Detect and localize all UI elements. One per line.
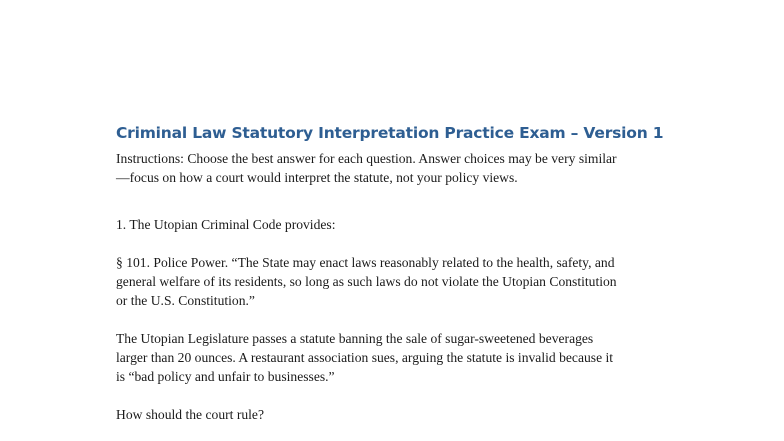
facts-line: The Utopian Legislature passes a statute banning the sale of sugar-sweetened beverages: [116, 331, 594, 346]
statute-line: or the U.S. Constitution.”: [116, 293, 255, 308]
facts-paragraph: [116, 329, 676, 386]
statute-paragraph: [116, 253, 676, 310]
question-heading: 1. The Utopian Criminal Code provides:: [116, 217, 336, 232]
document-body: [116, 124, 676, 424]
statute-line: general welfare of its residents, so long as such laws do not violate the Utopian Constitution: [116, 274, 617, 289]
statute-line: § 101. Police Power. “The State may enact laws reasonably related to the health, safety, and: [116, 255, 615, 270]
instructions-paragraph: [116, 149, 676, 187]
question-prompt: How should the court rule?: [116, 407, 264, 422]
facts-line: is “bad policy and unfair to businesses.”: [116, 369, 335, 384]
instructions-line: —focus on how a court would interpret the statute, not your policy views.: [116, 170, 518, 185]
facts-line: larger than 20 ounces. A restaurant association sues, arguing the statute is invalid because it: [116, 350, 614, 365]
exam-title: Criminal Law Statutory Interpretation Practice Exam – Version 1: [116, 124, 664, 142]
instructions-line: Instructions: Choose the best answer for each question. Answer choices may be very similar: [116, 151, 617, 166]
